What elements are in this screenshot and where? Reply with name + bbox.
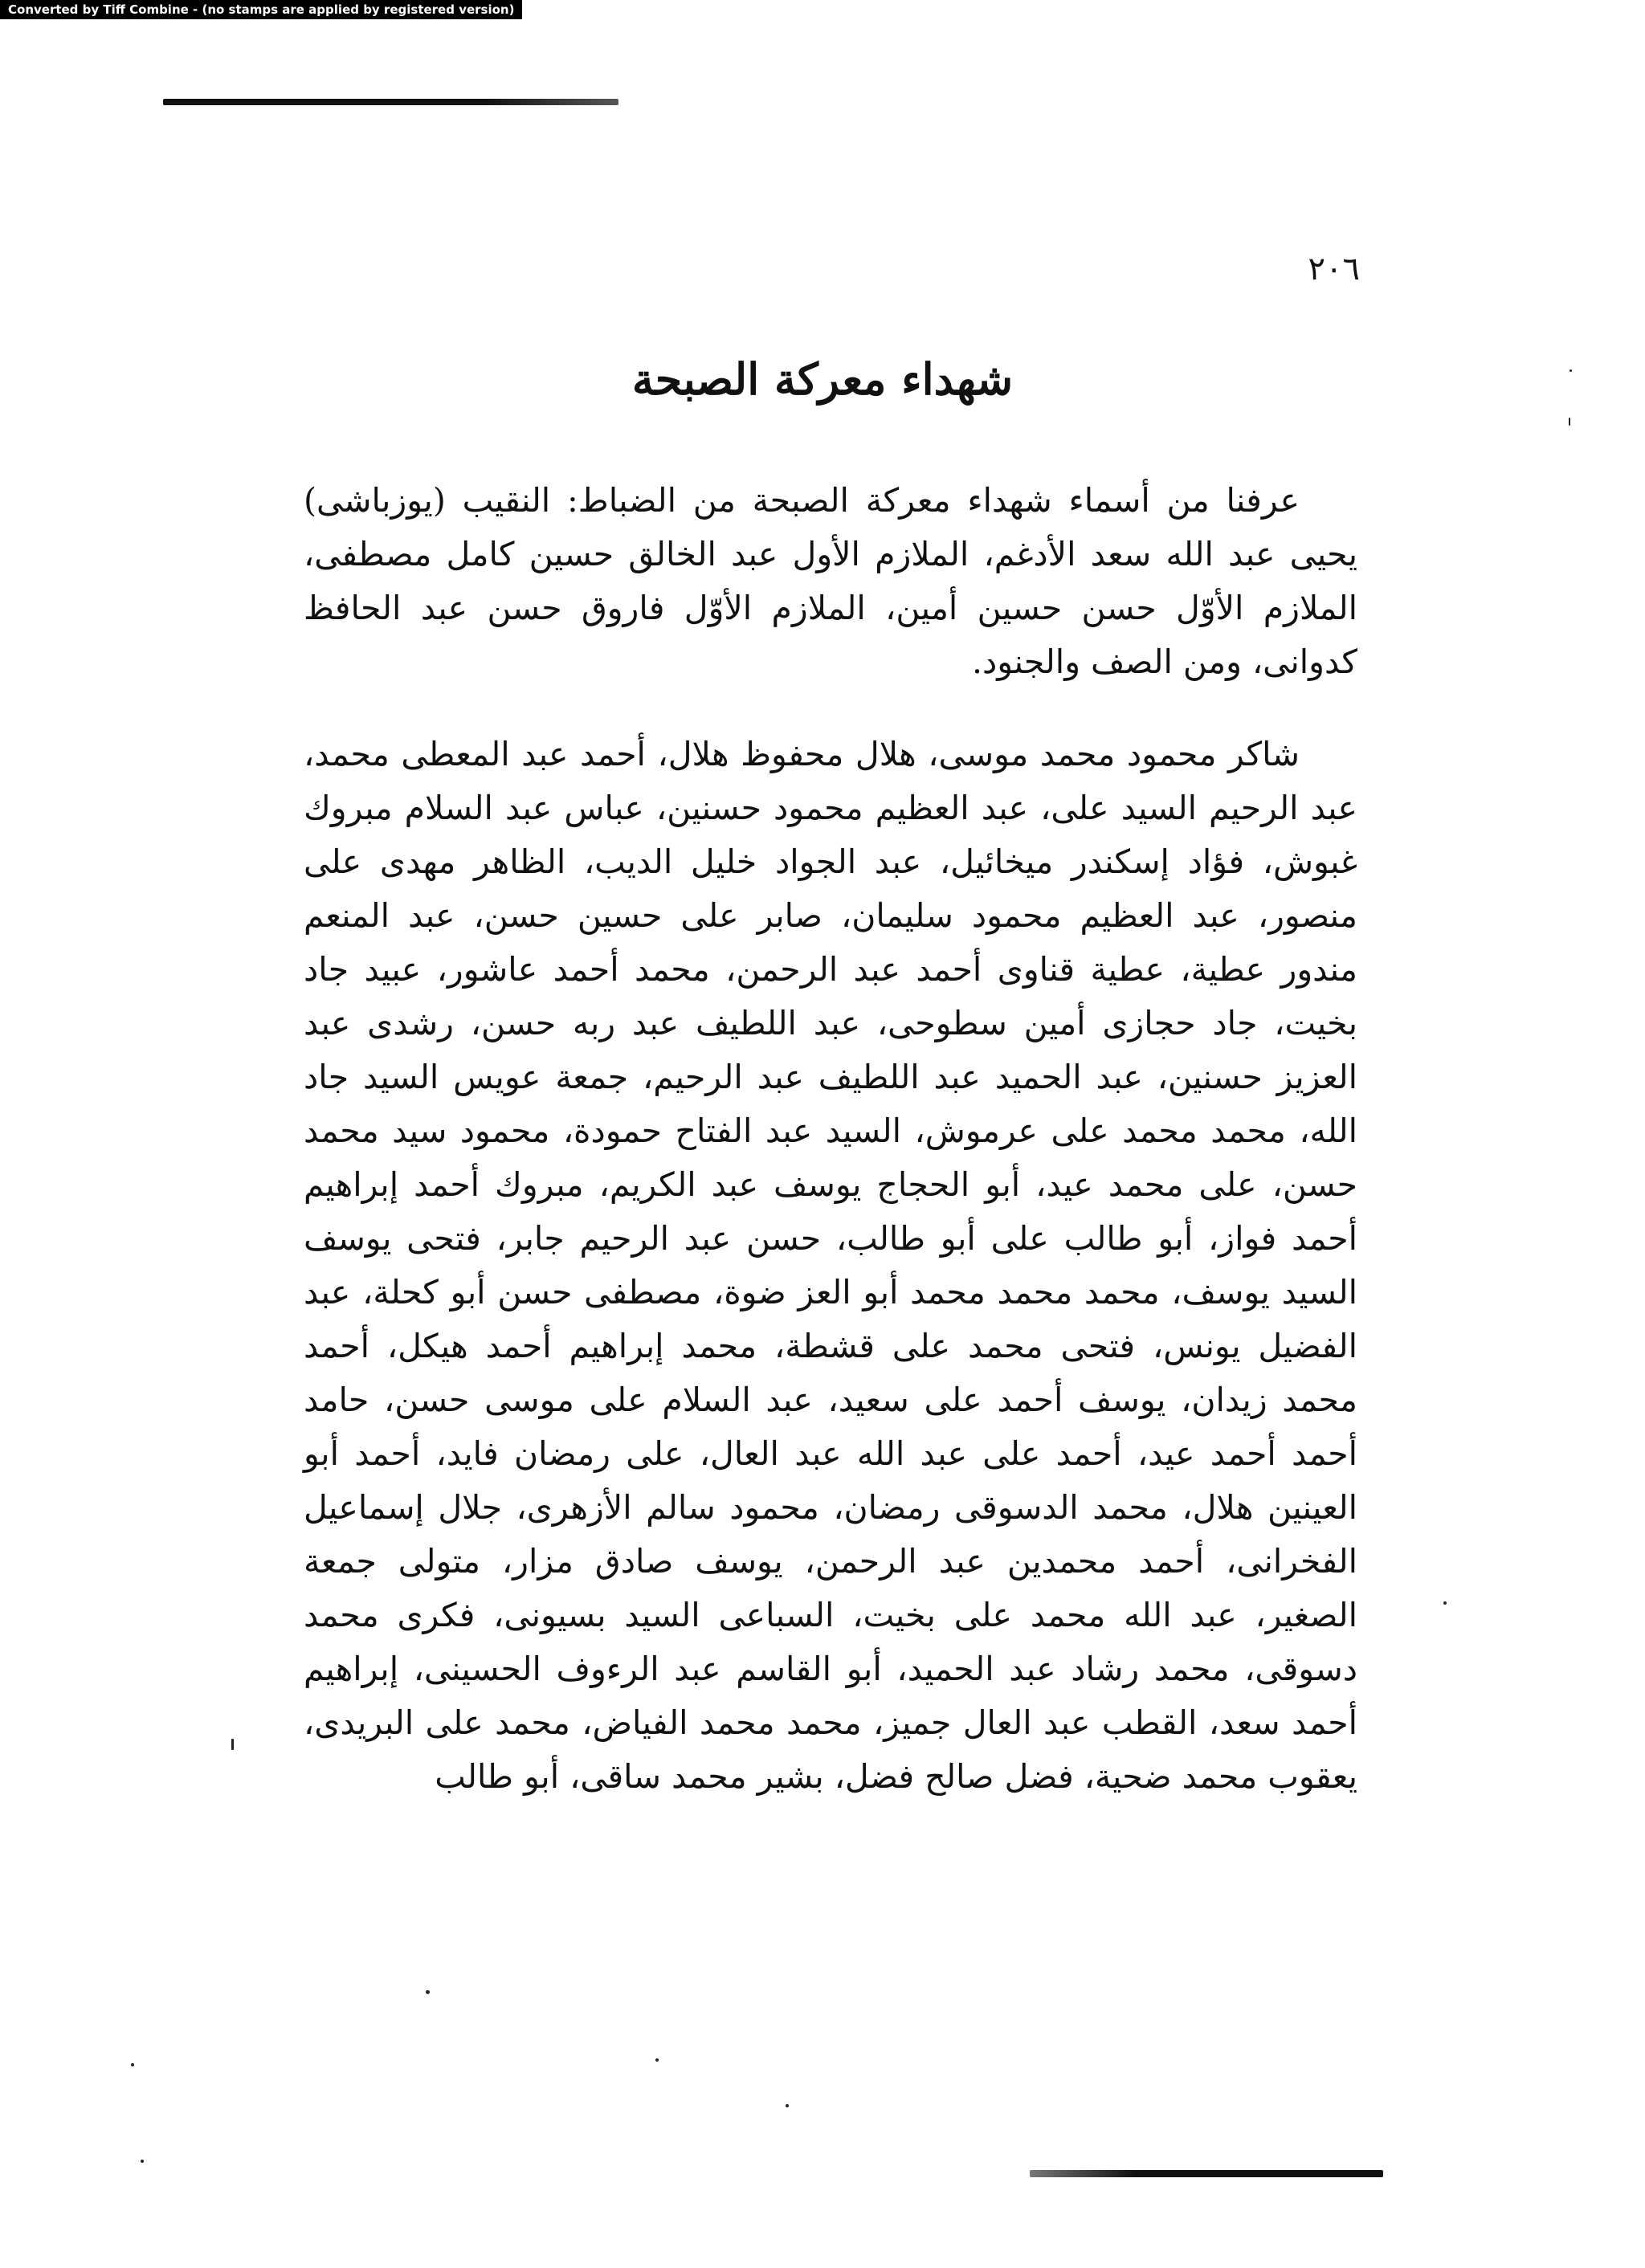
scan-speck	[1443, 1601, 1447, 1605]
page-title: شهداء معركة الصبحة	[631, 353, 1014, 405]
scan-speck	[1569, 369, 1572, 372]
body-text	[304, 474, 1357, 1804]
paragraph-soldiers: شاكر محمود محمد موسى، هلال محفوظ هلال، أحمد عبد المعطى محمد، عبد الرحيم السيد على، عبد العظيم محمود حسنين، عباس عبد السلام مبروك غبوش، فؤاد إسكندر ميخائيل، عبد الجواد خليل الديب، الظاهر مهدى على منصور، عبد العظيم محمود سليمان، صابر على حسين حسن، عبد المنعم مندور عطية، عطية قناوى أحمد عبد الرحمن، محمد أحمد عاشور، عبيد جاد بخيت، جاد حجازى أمين سطوحى، عبد اللطيف عبد ربه حسن، رشدى عبد العزيز حسنين، عبد الحميد عبد اللطيف عبد الرحيم، جمعة عويس السيد جاد الله، محمد محمد على عرموش، السيد عبد الفتاح حمودة، محمود سيد محمد حسن، على محمد عيد، أبو الحجاج يوسف عبد الكريم، مبروك أحمد إبراهيم أحمد فواز، أبو طالب على أبو طالب، حسن عبد الرحيم جابر، فتحى يوسف السيد يوسف، محمد محمد محمد أبو العز ضوة، مصطفى حسن أبو كحلة، عبد الفضيل يونس، فتحى محمد على قشطة، محمد إبراهيم أحمد هيكل، أحمد محمد زيدان، يوسف أحمد على سعيد، عبد السلام على موسى حسن، حامد أحمد أحمد عيد، أحمد على عبد الله عبد العال، على رمضان فايد، أحمد أبو العينين هلال، محمد الدسوقى رمضان، محمود سالم الأزهرى، جلال إسماعيل الفخرانى، أحمد محمدين عبد الرحمن، يوسف صادق مزار، متولى جمعة الصغير، عبد الله محمد على بخيت، السباعى السيد بسيونى، فكرى محمد دسوقى، محمد رشاد عبد الحميد، أبو القاسم عبد الرءوف الحسينى، إبراهيم أحمد سعد، القطب عبد العال جميز، محمد محمد الفياض، محمد على البريدى، يعقوب محمد ضحية، فضل صالح فضل، بشير محمد ساقى، أبو طالب	[304, 735, 1357, 1796]
page-number: ٢٠٦	[1308, 251, 1360, 288]
scan-speck	[131, 2063, 134, 2066]
scan-speck	[655, 2058, 659, 2062]
converter-banner: Converted by Tiff Combine - (no stamps are applied by registered version)	[0, 0, 522, 19]
scan-speck	[231, 1739, 234, 1750]
scan-speck	[426, 1990, 430, 1994]
bottom-rule	[1030, 2170, 1383, 2177]
scan-speck	[786, 2104, 789, 2107]
paragraph-officers: عرفنا من أسماء شهداء معركة الصبحة من الضباط: النقيب (يوزباشى) يحيى عبد الله سعد الأدغم، الملازم الأول عبد الخالق حسين كامل مصطفى، الملازم الأوّل حسن حسين أمين، الملازم الأوّل فاروق حسن عبد الحافظ كدوانى، ومن الصف والجنود.	[304, 481, 1357, 681]
scan-speck	[141, 2160, 144, 2163]
scan-speck	[1569, 418, 1570, 426]
top-rule	[163, 99, 618, 105]
